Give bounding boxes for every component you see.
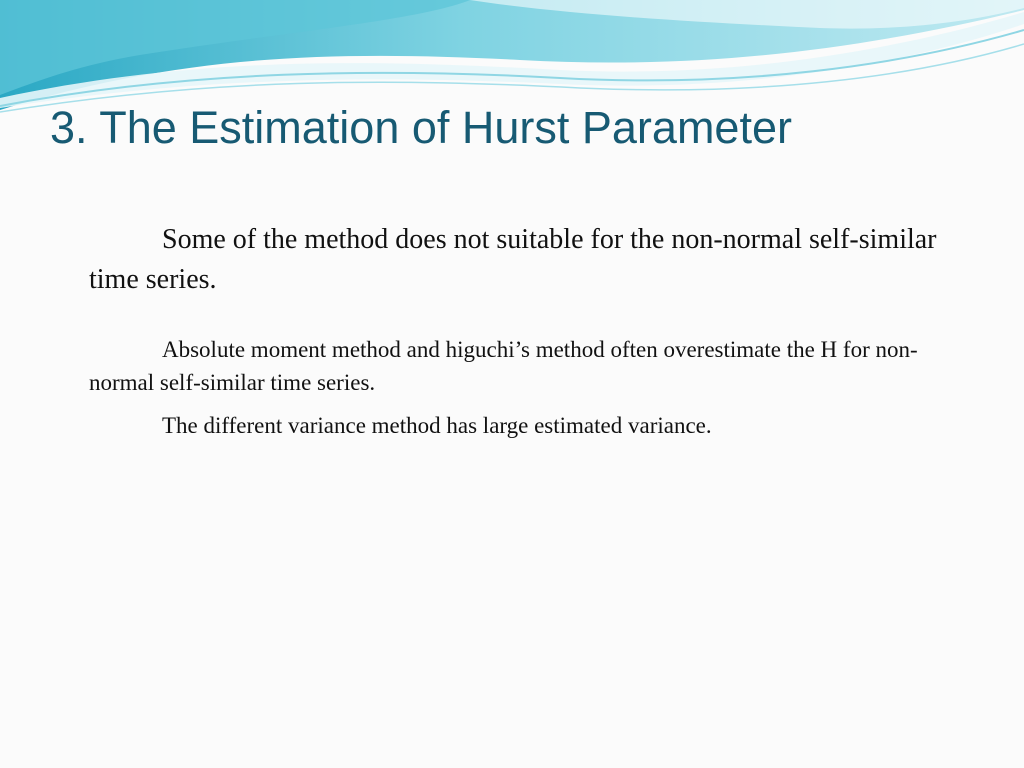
- slide-title: 3. The Estimation of Hurst Parameter: [50, 102, 792, 153]
- body-paragraph-3: The different variance method has large estimated variance.: [162, 413, 712, 438]
- body-paragraph-1: Some of the method does not suitable for the non-normal self-similar time series.: [89, 224, 937, 295]
- body-paragraph-2: Absolute moment method and higuchi’s method often overestimate the H for non-normal self-similar time series.: [89, 337, 918, 395]
- slide-body: [89, 220, 949, 442]
